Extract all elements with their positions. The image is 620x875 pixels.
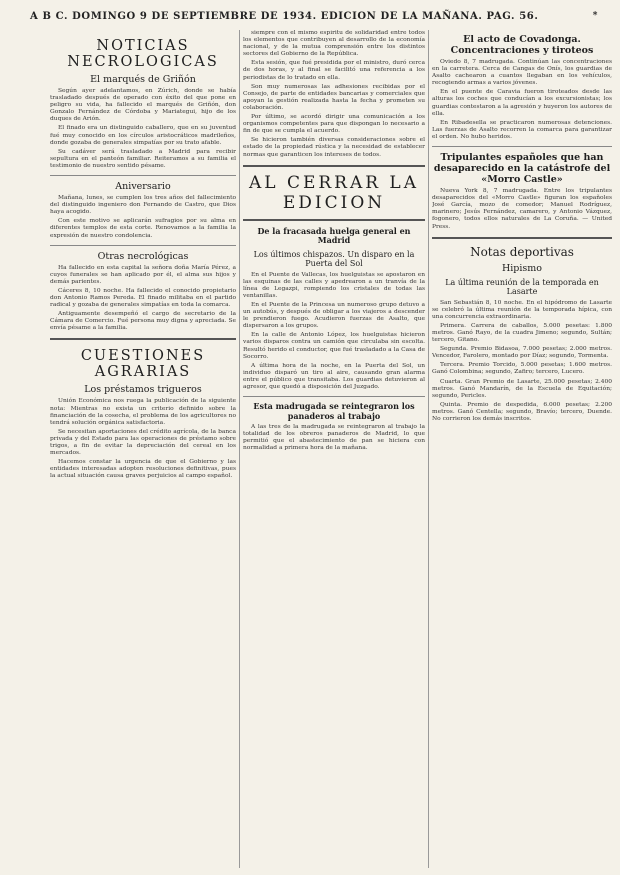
article-paragraph: Quinta. Premio de despedida, 6.000 pesetas; 2.200 metros. Ganó Centella; segundo, Bravío; tercero, Duende. No corrieron los demás inscritos. bbox=[432, 401, 612, 422]
headline-chispazos: Los últimos chispazos. Un disparo en la Puerta del Sol bbox=[253, 249, 415, 269]
headline-marques: El marqués de Griñón bbox=[90, 74, 196, 85]
article-paragraph: El finado era un distinguido caballero, que en su juventud fué muy conocido en los círculos aristocráticos madrileños, donde gozaba de generales simpatías por su trato afable. bbox=[50, 125, 236, 146]
section-title-agrarias: CUESTIONES AGRARIAS bbox=[80, 348, 206, 381]
article-paragraph: Su cadáver será trasladado a Madrid para recibir sepultura en el panteón familiar. Reiteramos a su familia el testimonio de nuestro sentido pésame. bbox=[50, 148, 236, 169]
headline-hipismo: Hipismo bbox=[501, 262, 543, 274]
article-paragraph: Tercera. Premio Torcido, 5.000 pesetas; 1.600 metros. Ganó Colombina; segundo, Zafiro; tercero, Lucero. bbox=[432, 362, 612, 376]
article-paragraph: Por último, se acordó dirigir una comunicación a los organismos competentes para que dispongan lo necesario a fin de que se cumpla el acuerdo. bbox=[243, 114, 425, 135]
article-paragraph: En el puente de Caravia fueron tiroteados desde las alturas los coches que conducían a los excursionistas; los guardias contestaron a la agresión y huyeron los autores de ella. bbox=[432, 89, 612, 117]
article-paragraph: Primera. Carrera de caballos, 5.000 pesetas: 1.800 metros. Ganó Rayo, de la cuadra Jimeno; segundo, Sultán; tercero, Gitano. bbox=[432, 322, 612, 344]
divider bbox=[50, 175, 236, 176]
article-paragraph: Se necesitan aportaciones del crédito agrícola, de la banca privada y del Estado para las operaciones de préstamo sobre trigos, a fin de evitar la depreciación del cereal en los mercados. bbox=[50, 428, 236, 457]
article-paragraph: Oviedo 8, 7 madrugada. Continúan las concentraciones en la carretera. Cerca de Cangas de Onís, los guardias de Asalto cachearon a cuantos llegaban en los vehículos, recogiendo armas a varios jóvenes. bbox=[432, 59, 612, 87]
headline-lasarte: La última reunión de la temporada en Lasarte bbox=[445, 277, 599, 297]
article-paragraph: En el Puente de Vallecas, los huelguistas se apostaron en las esquinas de las calles y apedrearon a un tranvía de la línea de Legazpi, rompiendo los cristales de todas las ventanillas. bbox=[243, 271, 425, 299]
headline-covadonga: El acto de Covadonga. Concentraciones y tiroteos bbox=[450, 34, 594, 56]
divider bbox=[50, 338, 236, 340]
divider bbox=[243, 219, 425, 221]
page-header bbox=[30, 8, 598, 24]
article-paragraph: Antiguamente desempeñó el cargo de secretario de la Cámara de Comercio. Fué persona muy digna y apreciada. Se envía pésame a la familia. bbox=[50, 311, 236, 332]
article-paragraph: Ha fallecido en esta capital la señora doña María Pérez, a cuyos funerales se han aplicado por él, el alma sus hijos y demás parientes. bbox=[50, 264, 236, 285]
divider bbox=[50, 245, 236, 246]
section-title-deportivas: Notas deportivas bbox=[470, 244, 574, 259]
headline-huelga: De la fracasada huelga general en Madrid bbox=[257, 225, 411, 246]
article-paragraph: En el Puente de la Princesa un numeroso grupo detuvo a un autobús, y después de obligar a los viajeros a descender le prendieron fuego. Acudieron fuerzas de Asalto, que dispersaron a los grupos. bbox=[243, 301, 425, 330]
article-paragraph: Según ayer adelantamos, en Zúrich, donde se había trasladado después de operado con éxito del que pone en peligro su vida, ha fallecido el marqués de Griñón, don Gonzalo Fernández de Córdoba y Mariategui, hijo de los duques de Arión. bbox=[50, 88, 236, 123]
column-rule-1 bbox=[239, 30, 240, 868]
section-title-al-cerrar: AL CERRAR LA EDICION bbox=[248, 172, 420, 213]
article-paragraph: Mañana, lunes, se cumplen los tres años del fallecimiento del distinguido ingeniero don Fernando de Castro, que Dios haya acogido. bbox=[50, 195, 236, 216]
article-paragraph: Nueva York 8, 7 madrugada. Entre los tripulantes desaparecidos del «Morro Castle» figuran los españoles José García, mozo de comedor; Manuel Rodríguez, marinero; Jesús Fernández, camarero, y Antonio Vázquez, fogonero, todos ellos naturales de La Coruña. — United Press. bbox=[432, 188, 612, 230]
article-paragraph: Cáceres 8, 10 noche. Ha fallecido el conocido propietario don Antonio Ramos Pereda. El finado militaba en el partido radical y gozaba de generales simpatías en toda la comarca. bbox=[50, 287, 236, 309]
article-paragraph: A última hora de la noche, en la Puerta del Sol, un individuo disparó un tiro al aire, causando gran alarma entre el público que transitaba. Los guardias detuvieron al agresor, que quedó a disposición del Juzgado. bbox=[243, 362, 425, 390]
divider bbox=[243, 396, 425, 397]
headline-otras: Otras necrológicas bbox=[97, 250, 189, 262]
headline-prestamos: Los préstamos trigueros bbox=[84, 384, 202, 396]
article-paragraph: Unión Económica nos ruega la publicación de la siguiente nota: Mientras no exista un criterio definido sobre la financiación de la cosecha, el problema de los agricultores no tendrá solución orgánica satisfactoria. bbox=[50, 398, 236, 426]
column-right bbox=[432, 30, 612, 868]
header-mark: * bbox=[592, 11, 598, 21]
divider bbox=[243, 165, 425, 167]
divider bbox=[432, 237, 612, 239]
article-paragraph: San Sebastián 8, 10 noche. En el hipódromo de Lasarte se celebró la última reunión de la temporada hípica, con una concurrencia extraordinaria. bbox=[432, 299, 612, 320]
article-paragraph: Cuarta. Gran Premio de Lasarte, 25.000 pesetas; 2.400 metros. Ganó Mandarín, de la Escuela de Equitación; segundo, Pericles. bbox=[432, 378, 612, 399]
headline-panaderos: Esta madrugada se reintegraron los panaderos al trabajo bbox=[253, 401, 415, 421]
article-paragraph: Esta sesión, que fué presidida por el ministro, duró cerca de dos horas, y al final se facilitó una referencia a los periodistas de lo tratado en ella. bbox=[243, 60, 425, 81]
section-title-necrologicas: NOTICIAS NECROLOGICAS bbox=[67, 38, 219, 70]
article-paragraph: siempre con el mismo espíritu de solidaridad entre todos los elementos que contribuyen al desarrollo de la economía nacional, y de la mutua comprensión entre los distintos sectores del Gobierno de la República. bbox=[243, 30, 425, 58]
article-paragraph: Son muy numerosas las adhesiones recibidas por el Consejo, de parte de entidades bancarias y comerciales que apoyan la gestión realizada hasta la fecha y prometen su colaboración. bbox=[243, 83, 425, 111]
headline-morro-castle: Tripulantes españoles que han desaparecido en la catástrofe del «Morro Castle» bbox=[433, 152, 611, 186]
article-paragraph: Con este motivo se aplicarán sufragios por su alma en diferentes templos de esta corte. Renovamos a la familia la expresión de nuestro condolencia. bbox=[50, 218, 236, 239]
headline-aniversario: Aniversario bbox=[115, 181, 171, 193]
article-paragraph: Se hicieron también diversas consideraciones sobre el estado de la propiedad rústica y la necesidad de establecer normas que garanticen los intereses de todos. bbox=[243, 137, 425, 158]
article-paragraph: Segunda. Premio Bidasoa, 7.000 pesetas; 2.000 metros. Vencedor, Farolero, montado por Díaz; segundo, Tormenta. bbox=[432, 346, 612, 360]
column-middle bbox=[243, 30, 425, 868]
article-paragraph: A las tres de la madrugada se reintegraron al trabajo la totalidad de los obreros panaderos de Madrid, lo que permitió que el abastecimiento de pan se hiciera con normalidad a primera hora de la mañana. bbox=[243, 424, 425, 452]
header-line: A B C. DOMINGO 9 DE SEPTIEMBRE DE 1934. EDICION DE LA MAÑANA. PAG. 56. bbox=[30, 10, 539, 22]
article-paragraph: En Ribadesella se practicaron numerosas detenciones. Las fuerzas de Asalto recorren la comarca para garantizar el orden. No hubo heridos. bbox=[432, 119, 612, 140]
divider bbox=[432, 146, 612, 147]
article-paragraph: En la calle de Antonio López, los huelguistas hicieron varios disparos contra un camión que circulaba sin escolta. Resultó herido el conductor, que fué trasladado a la Casa de Socorro. bbox=[243, 332, 425, 360]
column-rule-2 bbox=[428, 30, 429, 868]
column-left bbox=[50, 30, 236, 868]
article-paragraph: Hacemos constar la urgencia de que el Gobierno y las entidades interesadas adopten resoluciones definitivas, pues la actual situación causa graves perjuicios al campo español. bbox=[50, 459, 236, 480]
